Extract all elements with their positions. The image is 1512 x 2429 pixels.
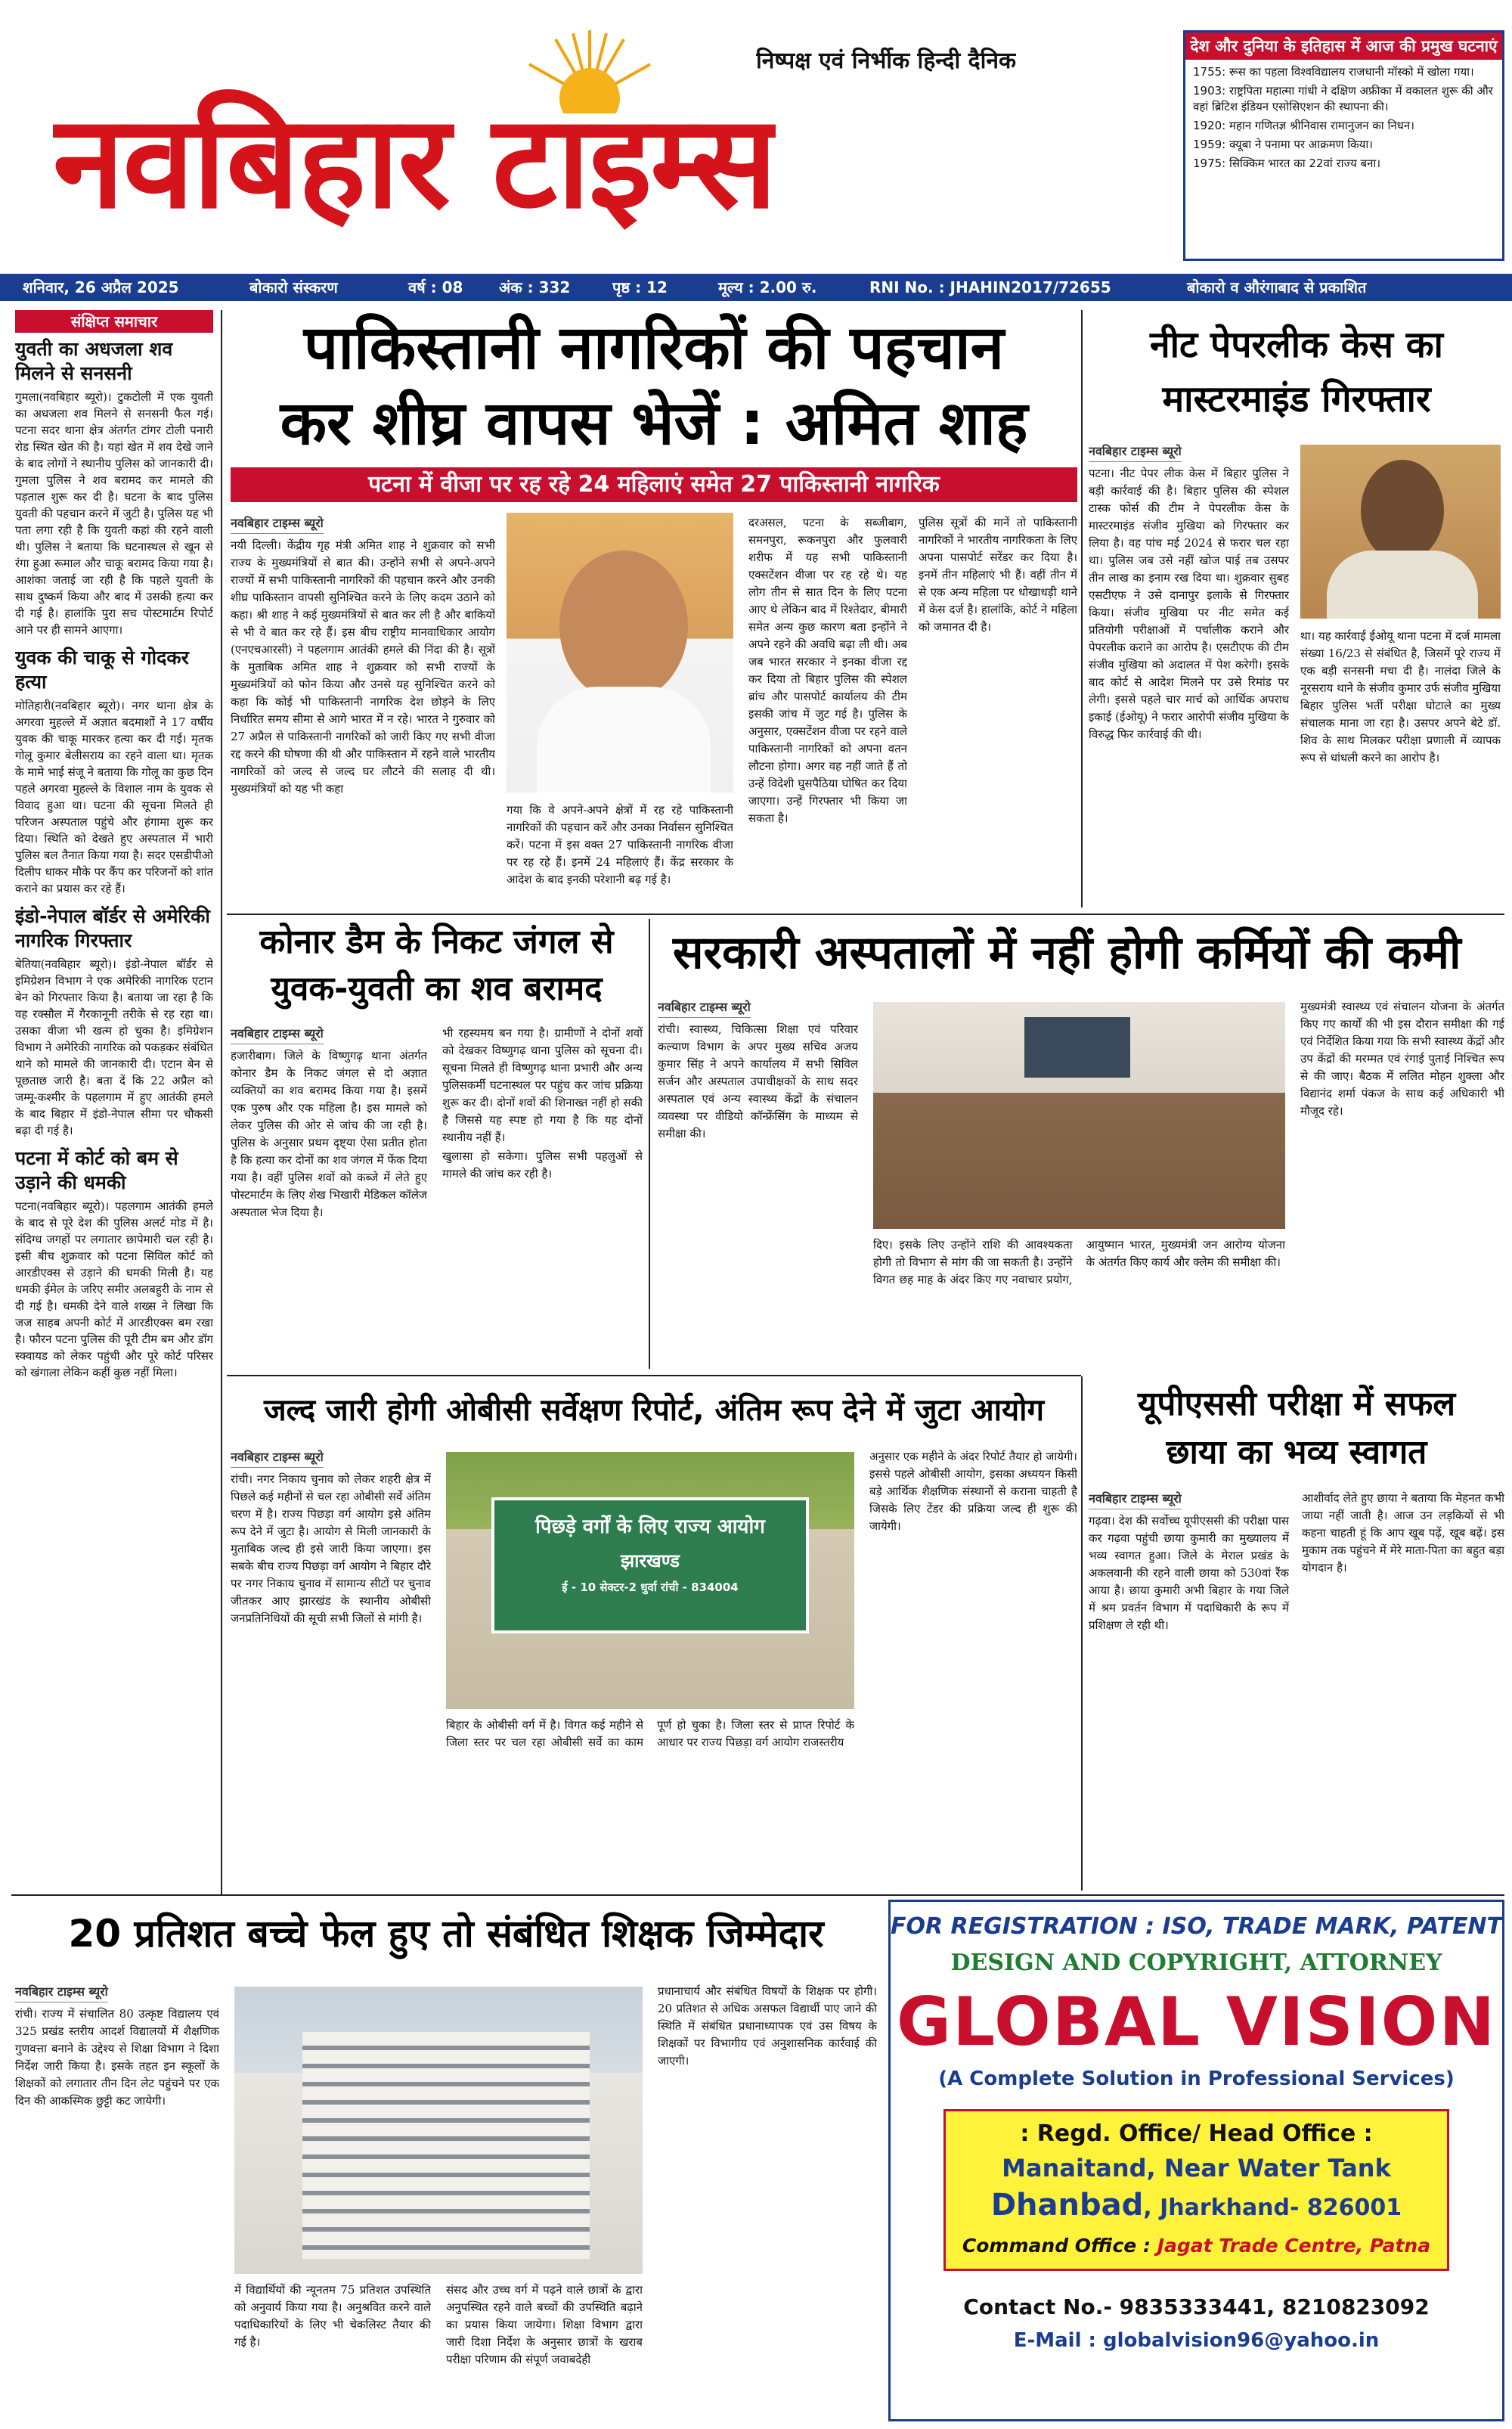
sidebar-label: संक्षिप्त समाचार <box>15 310 213 333</box>
sidebar-story-text: मोतिहारी(नवबिहार ब्यूरो)। नगर थाना क्षेत्र के अगरवा मुहल्ले में अज्ञात बदमाशों ने 17 वर्षीय युवक की चाकू मारकर हत्या कर दी गई। मृतक गोलू कुमार बेलीसराय का रहने वाला था। मृतक के मामे भाई संजू ने बताया कि गोलू का कुछ दिन पहले अगरवा मुहल्ले के विशाल नाम के युवक से विवाद हुआ था। घटना की सूचना मिलते ही परिजन अस्पताल पहुंचे और हंगामा शुरू कर दिया। स्थिति को देखते हुए अस्पताल में भारी पुलिस बल तैनात किया गया है। सदर एसडीपीओ दिलीप धाकर मौके पर कैंप कर परिजनों को शांत कराने का प्रयास कर रहे हैं। <box>15 699 213 895</box>
upsc-col-1: गढ़वा। देश की सर्वोच्च यूपीएससी की परीक्षा पास कर गढ़वा पहुंची छाया कुमारी का मुख्यालय में भव्य स्वागत हुआ। जिले के मेराल प्रखंड के अकलवानी की रहने वाली छाया को 530वां रैंक आया है। छाया कुमारी अभी बिहार के गया जिले में श्रम प्रवर्तन विभाग में पदाधिकारी के रूप में प्रशिक्षण ले रही थी। <box>1089 1514 1289 1632</box>
amit-shah-photo <box>507 513 733 793</box>
obc-col-1: रांची। नगर निकाय चुनाव को लेकर शहरी क्षेत्र में पिछले कई महीनों से चल रहा ओबीसी सर्वे अंतिम चरण में है। राज्य पिछड़ा वर्ग आयोग इसे अंतिम रूप देने में जुटा है। आयोग से मिली जानकारी के मुताबिक जल्द ही इसे जारी किया जाएगा। इस सबके बीच राज्य पिछड़ा वर्ग आयोग ने बिहार दौरे पर नगर निकाय चुनाव में सामान्य सीटों पर चुनाव जीतकर आए झारखंड के स्थानीय ओबीसी जनप्रतिनिधियों की सूची सभी जिलों से मांगी है। <box>231 1472 431 1625</box>
fail-col-4: प्रधानाचार्य और संबंधित विषयों के शिक्षक पर होगी। 20 प्रतिशत से अधिक असफल विद्यार्थी पाए जाने की स्थिति में संबंधित प्रधानाध्यापक एवं उस विषय के शिक्षकों पर विभागीय एवं अनुशासनिक कार्रवाई की जाएगी। <box>658 1984 877 2068</box>
konar-headline-2: युवक-युवती का शव बरामद <box>271 969 603 1008</box>
konar-col-2: भी रहस्यमय बन गया है। ग्रामीणों ने दोनों शवों को देखकर विष्णुगढ़ थाना पुलिस को सूचना दी। सूचना मिलते ही विष्णुगढ़ थाना प्रभारी और अन्य पुलिसकर्मी घटनास्थल पर पहुंच कर जांच प्रक्रिया शुरू कर दी। दोनों शवों की शिनाख्त नहीं हो सकी है जिससे यह स्पष्ट हो गया है कि यह दोनों स्थानीय नहीं हैं। <box>442 1026 643 1144</box>
ad-top-line: FOR REGISTRATION : ISO, TRADE MARK, PATENT <box>891 1913 1503 1940</box>
ad-city: Dhanbad <box>990 2188 1144 2223</box>
rni: RNI No. : JHAHIN2017/72655 <box>869 278 1111 296</box>
sidebar-story-text: पटना(नवबिहार ब्यूरो)। पहलगाम आतंकी हमले के बाद से पूरे देश की पुलिस अलर्ट मोड में है। संदिग्ध जगहों पर लगातार छापेमारी चल रही है। इसी बीच शुक्रवार को पटना सिविल कोर्ट को आरडीएक्स से उड़ाने की धमकी मिली है। यह धमकी ईमेल के जरिए समीर अलबहुरी के नाम से दी गई है। धमकी देने वाले शख्स ने लिखा कि जज साहब अपनी कोर्ट में आरडीएक्स बम रखा है। फौरन पटना पुलिस की पूरी टीम बम और डॉग स्क्वायड को लेकर पहुंची और पूरे कोर्ट परिसर को खंगाला लेकिन कहीं कुछ नहीं मिला। <box>15 1199 213 1379</box>
date: शनिवार, 26 अप्रैल 2025 <box>23 278 179 296</box>
obc-col-2: बिहार के ओबीसी वर्ग में है। विगत कई महीने से जिला स्तर पर चल रहा ओबीसी सर्वे का काम पूर्ण हो चुका है। जिला स्तर से प्राप्त रिपोर्ट के आधार पर राज्य पिछड़ा वर्ग आयोग राजस्तरीय <box>446 1718 854 1749</box>
ad-brand: GLOBAL VISION <box>896 1983 1497 2061</box>
fail-byline: नवबिहार टाइम्स ब्यूरो <box>15 1983 108 2002</box>
neet-col-1: पटना। नीट पेपर लीक केस में बिहार पुलिस ने बड़ी कार्रवाई की है। बिहार पुलिस की स्पेशल टास्क फोर्स की टीम ने पेपरलीक केस के मास्टरमाइंड संजीव मुखिया को गिरफ्तार कर लिया है। वह पांच मई 2024 से फरार चल रहा था। पुलिस जब उसे नहीं खोज पाई तब उसपर तीन लाख का इनाम रख दिया था। शुक्रवार सुबह एसटीएफ ने उसे दानापुर इलाके से गिरफ्तार किया। संजीव मुखिया पर नीट समेत कई प्रतियोगी परीक्षाओं में पर्चालीक कराने और पेपरलीक कराने का आरोप है। एसटीएफ की टीम संजीव मुखिया को अदालत में पेश करेगी। इसके बाद कोर्ट से आदेश मिलने पर उसे रिमांड पर लेगी। इससे पहले चार मार्च को आर्थिक अपराध इकाई (ईओयू) ने फरार आरोपी संजीव मुखिया के विरुद्ध फिर कार्रवाई की थी। <box>1089 467 1289 741</box>
masthead-title: नवबिहार टाइम्स <box>53 88 776 237</box>
konar-col-3: खुलासा हो सकेगा। पुलिस सभी पहलुओं से मामले की जांच कर रही है। <box>442 1149 643 1180</box>
konar-byline: नवबिहार टाइम्स ब्यूरो <box>231 1025 324 1044</box>
lead-strap: पटना में वीजा पर रह रहे 24 महिलाएं समेत 27 पाकिस्तानी नागरिक <box>231 467 1077 502</box>
published: बोकारो व औरंगाबाद से प्रकाशित <box>1187 278 1367 296</box>
ad-command: Jagat Trade Centre, Patna <box>1157 2235 1431 2257</box>
hospital-col-1: रांची। स्वास्थ्य, चिकित्सा शिक्षा एवं परिवार कल्याण विभाग के अपर मुख्य सचिव अजय कुमार सिंह ने अपने कार्यालय में सभी सिविल सर्जन और अस्पताल उपाधीक्षकों के साथ सदर अस्पताल एवं अन्य स्वास्थ्य केंद्रों के संचालन व्यवस्था पर वीडियो कॉन्फ्रेंसिंग के माध्यम से समीक्षा की। <box>658 1022 858 1140</box>
lead-col-1: नयी दिल्ली। केंद्रीय गृह मंत्री अमित शाह ने शुक्रवार को सभी राज्य के मुख्यमंत्रियों से बात की। उन्होंने सभी से अपने-अपने राज्यों में सभी पाकिस्तानी नागरिकों की पहचान करने और उनकी शीघ्र पाकिस्तान वापसी सुनिश्चित करने के लिए कदम उठाने को कहा। श्री शाह ने कई मुख्यमंत्रियों से बात कर ली है और बाकियों से भी वे बात कर रहे हैं। इस बीच राष्ट्रीय मानवाधिकार आयोग (एनएचआरसी) ने पहलगाम आतंकी हमले की निंदा की है। सूत्रों के मुताबिक अमित शाह ने शुक्रवार को सभी राज्यों के मुख्यमंत्रियों को फोन किया और उनसे यह सुनिश्चित करने को कहा कि कोई भी पाकिस्तानी नागरिक देश छोड़ने के लिए निर्धारित समय सीमा से आगे भारत में न रहे। भारत ने गुरुवार को 27 अप्रैल से पाकिस्तानी नागरिकों को जारी किए गए सभी वीजा रद्द करने की घोषणा की थी और पाकिस्तान में रहने वाले भारतीय नागरिकों को जल्द से जल्द घर लौटने की सलाह दी थी। मुख्यमंत्रियों को यह भी कहा <box>231 538 495 796</box>
tagline: निष्पक्ष एवं निर्भीक हिन्दी दैनिक <box>756 48 1017 74</box>
neet-byline: नवबिहार टाइम्स ब्यूरो <box>1089 442 1182 462</box>
hospital-story <box>658 919 1504 1373</box>
history-item: 1903: राष्ट्रपिता महात्मा गांधी ने दक्षिण अफ्रीका में वकालत शुरू की और वहां ब्रिटिश इंडियन एसोसिएशन की स्थापना की। <box>1193 84 1493 113</box>
hospital-byline: नवबिहार टाइम्स ब्यूरो <box>658 998 751 1018</box>
upsc-byline: नवबिहार टाइम्स ब्यूरो <box>1089 1490 1182 1509</box>
ad-line-2: DESIGN AND COPYRIGHT, ATTORNEY <box>950 1950 1442 1976</box>
neet-accused-photo <box>1300 445 1501 619</box>
lead-headline-2: कर शीघ्र वापस भेजें : अमित शाह <box>280 388 1028 458</box>
konar-col-1: हजारीबाग। जिले के विष्णुगढ़ थाना अंतर्गत कोनार डैम के निकट जंगल से दो अज्ञात व्यक्तियों का शव बरामद किया गया है। इसमें एक पुरुष और एक महिला है। इस मामले को लेकर पुलिस की ओर से जांच की जा रही है। पुलिस के अनुसार प्रथम दृष्ट्या ऐसा प्रतीत होता है कि हत्या कर दोनों का शव जंगल में फेंक दिया गया है। वहीं पुलिस शवों को कब्जे में लेते हुए पोस्टमार्टम के लिए शेख भिखारी मेडिकल कॉलेज अस्पताल भेज दिया है। <box>231 1049 427 1219</box>
obc-commission-photo <box>446 1452 854 1709</box>
konar-story <box>231 919 643 1373</box>
history-box <box>1183 30 1504 261</box>
fail-col-2: में विद्यार्थियों की न्यूनतम 75 प्रतिशत उपस्थिति को अनुवार्य किया गया है। अनुश्रवित करने वाले पदाधिकारियों के लिए भी चेकलिस्ट तैयार की गई है। <box>234 2283 431 2349</box>
ad-contact: Contact No.- 9835333441, 8210823092 <box>963 2294 1430 2319</box>
hospital-col-2: दिए। इसके लिए उन्होंने राशि की आवश्यकता होगी तो विभाग से मांग की जा सकती है। उन्होंने विगत छह माह के अंदर किए गए नवाचार प्रयोग, आयुष्मान भारत, मुख्यमंत्री जन आरोग्य योजना के अंतर्गत किए कार्य और क्लेम की समीक्षा की। <box>873 1238 1285 1286</box>
obc-byline: नवबिहार टाइम्स ब्यूरो <box>231 1448 324 1468</box>
sidebar-story-text: बेतिया(नवबिहार ब्यूरो)। इंडो-नेपाल बॉर्डर से इमिग्रेशन विभाग ने एक अमेरिकी नागरिक एटान बेन को गिरफ्तार किया है। बताया जा रहा है कि वह रक्सौल में गैरकानूनी तरीके से रह रहा था। उसका वीजा भी खत्म हो चुका है। इमिग्रेशन विभाग ने अमेरिकी नागरिक को पकड़कर संबंधित थाने को मामले की जानकारी दी। एटान बेन से पूछताछ जारी है। बता दें कि 22 अप्रैल को जम्मू-कश्मीर के पहलगाम में हुए आतंकी हमले के बाद बिहार में इंडो-नेपाल सीमा पर चौकसी बढ़ा दी गई है। <box>15 957 213 1137</box>
obc-sign-line-2: झारखण्ड <box>620 1550 680 1571</box>
issue: अंक : 332 <box>499 278 571 296</box>
sidebar-story-title: पटना में कोर्ट को बम से उड़ाने की धमकी <box>15 1147 178 1193</box>
ad-state: , Jharkhand- 826001 <box>1143 2195 1402 2221</box>
sidebar-stories <box>15 337 213 1381</box>
fail-story <box>15 1900 877 2421</box>
price: मूल्य : 2.00 रु. <box>718 278 817 296</box>
konar-headline-1: कोनार डैम के निकट जंगल से <box>259 923 614 961</box>
lead-story <box>231 310 1077 915</box>
history-item: 1755: रूस का पहला विश्वविद्यालय राजधानी मॉस्को में खोला गया। <box>1193 65 1474 79</box>
upsc-col-2: आशीर्वाद लेते हुए छाया ने बताया कि मेहनत कभी जाया नहीं जाती है। आज उन लड़कियों से भी कहना चाहती हूं कि आप खूब पढ़ें, खूब बढ़ें। इस मुकाम तक पहुंचने में मेरे माता-पिता का बहुत बड़ा योगदान है। <box>1302 1491 1504 1574</box>
year: वर्ष : 08 <box>408 278 463 296</box>
upsc-headline-2: छाया का भव्य स्वागत <box>1166 1433 1427 1472</box>
lead-byline: नवबिहार टाइम्स ब्यूरो <box>231 514 324 534</box>
fail-headline: 20 प्रतिशत बच्चे फेल हुए तो संबंधित शिक्षक जिम्मेदार <box>68 1912 824 1956</box>
info-bar <box>0 274 1512 301</box>
lead-col-4: पुलिस सूत्रों की मानें तो पाकिस्तानी नागरिकों ने भारतीय नागरिकता के लिए अपना पासपोर्ट सरेंडर कर दिया है। इनमें तीन महिलाएं भी हैं। वहीं तीन में से एक अन्य महिला पर धोखाधड़ी थाने में केस दर्ज है। हालांकि, कोर्ट ने महिला को जमानत दी है। <box>919 516 1077 634</box>
ad-subtitle: (A Complete Solution in Professional Services) <box>938 2068 1455 2090</box>
lead-col-2: गया कि वे अपने-अपने क्षेत्रों में रह रहे पाकिस्तानी नागरिकों की पहचान करें और उनका निर्वासन सुनिश्चित करें। पटना में इस वक्त 27 पाकिस्तानी नागरिक वीजा पर रह रहे हैं। इनमें 24 महिलाएं हैं। केंद्र सरकार के आदेश के बाद इनकी परेशानी बढ़ गई है। <box>507 803 733 886</box>
upsc-headline-1: यूपीएससी परीक्षा में सफल <box>1137 1385 1456 1423</box>
neet-headline: नीट पेपरलीक केस का मास्टरमाइंड गिरफ्तार <box>1149 324 1443 420</box>
sidebar-story-text: गुमला(नवबिहार ब्यूरो)। टुकटोली में एक युवती का अधजला शव मिलने से सनसनी फैल गई। पटना सदर थाना क्षेत्र अंतर्गत टांगर टोली पनारी रोड स्थित खेत की है। यहां खेत में शव देखे जाने के बाद लोगों ने स्थानीय पुलिस को जानकारी दी। गुमला पुलिस ने शव बरामद कर मामले की पड़ताल शुरू कर दी है। घटना के बाद पुलिस युवती की पहचान करने में जुटी है। पुलिस यह भी पता लगा रही है कि युवती कहां की रहने वाली थी। पुलिस ने बताया कि घटनास्थल से खून से रंगा हुआ रूमाल और चाकू बरामद किया गया है। आशंका जताई जा रही है कि पहले युवती के साथ दुष्कर्म किया और बाद में उसकी हत्या कर दी गई है। हालांकि पुरा सच पोस्टमार्टम रिपोर्ट आने पर ही सामने आएगा। <box>15 390 213 637</box>
obc-sign-line-1: पिछड़े वर्गों के लिए राज्य आयोग <box>535 1515 765 1538</box>
sidebar-story-title: युवक की चाकू से गोदकर हत्या <box>15 647 189 693</box>
hospital-meeting-photo <box>873 1002 1285 1229</box>
ad-office-label: : Regd. Office/ Head Office : <box>1020 2120 1373 2147</box>
global-vision-ad <box>888 1900 1504 2421</box>
sidebar-story-title: इंडो-नेपाल बॉर्डर से अमेरिकी नागरिक गिरफ्तार <box>15 905 210 951</box>
ad-email[interactable]: globalvision96@yahoo.in <box>1103 2329 1380 2352</box>
history-item: 1920: महान गणितज्ञ श्रीनिवास रामानुजन का निधन। <box>1193 119 1414 132</box>
history-item: 1959: क्यूबा ने पनामा पर आक्रमण किया। <box>1193 138 1373 151</box>
masthead <box>0 0 1179 265</box>
hospital-headline: सरकारी अस्पतालों में नहीं होगी कर्मियों की कमी <box>673 926 1461 979</box>
obc-col-3: अनुसार एक महीने के अंदर रिपोर्ट तैयार हो जायेगी। इससे पहले ओबीसी आयोग, इसका अध्ययन किसी बड़े आर्थिक शैक्षणिक संस्थानों से कराना चाहती है जिसके लिए टेंडर की प्रक्रिया जल्द ही शुरू की जायेगी। <box>869 1450 1077 1533</box>
obc-story <box>231 1380 1077 1887</box>
history-heading: देश और दुनिया के इतिहास में आज की प्रमुख घटनाएं <box>1185 33 1502 60</box>
history-item: 1975: सिक्किम भारत का 22वां राज्य बना। <box>1193 157 1381 170</box>
history-list <box>1185 60 1502 179</box>
neet-story <box>1089 310 1504 907</box>
sidebar <box>15 310 213 1891</box>
sidebar-story-title: युवती का अधजला शव मिलने से सनसनी <box>15 338 173 384</box>
edition: बोकारो संस्करण <box>249 278 338 296</box>
lead-col-3: दरअसल, पटना के सब्जीबाग, समनपुरा, रूकनपुरा और फुलवारी शरीफ में यह सभी पाकिस्तानी एक्सटेंशन वीजा पर रह रहे थे। यह लोग तीन से सात दिन के लिए पटना आए थे लेकिन बाद में रिश्तेदार, बीमारी समेत अन्य कुछ कारण बता इन्होंने ने अपने रहने की अवधि बढ़ा ली थी। अब जब भारत सरकार ने इनका वीजा रद्द कर दिया तो बिहार पुलिस की स्पेशल ब्रांच और पासपोर्ट कार्यालय की टीम इसकी जांच में जुट गई है। पुलिस के अनुसार, एक्सटेंशन वीजा पर रहने वाले पाकिस्तानी नागरिकों को अपना वतन लौटना होगा। अगर वह नहीं जाते हैं तो उन्हें विदेशी घुसपैठिया घोषित कर दिया जाएगा। उन्हें गिरफ्तार भी किया जा सकता है। <box>748 516 907 825</box>
ad-address-box <box>943 2109 1449 2271</box>
building-photo <box>234 1987 643 2274</box>
obc-headline: जल्द जारी होगी ओबीसी सर्वेक्षण रिपोर्ट, अंतिम रूप देने में जुटा आयोग <box>263 1393 1045 1428</box>
upsc-story <box>1089 1380 1504 1887</box>
ad-email-label: E-Mail : <box>1013 2329 1096 2352</box>
lead-headline-1: पाकिस्तानी नागरिकों की पहचान <box>303 312 1005 383</box>
neet-col-2: था। यह कार्रवाई ईओयू थाना पटना में दर्ज मामला संख्या 16/23 से संबंधित है, जिसमें पूरे राज्य में एक बड़ी सनसनी मचा दी है। नालंदा जिले के नूरसराय थाने के संजीव कुमार उर्फ संजीव मुखिया बिहार पुलिस भर्ती परीक्षा घोटाले का मुख्य संचालक माना जा रहा है। उसपर अपने बेटे डॉ. शिव के साथ मिलकर परीक्षा प्रणाली में व्यापक रूप से धांधली करने का आरोप है। <box>1300 629 1501 765</box>
obc-sign-line-3: ई - 10 सेक्टर-2 धुर्वा रांची - 834004 <box>562 1581 739 1594</box>
fail-col-1: रांची। राज्य में संचालित 80 उत्कृष्ट विद्यालय एवं 325 प्रखंड स्तरीय आदर्श विद्यालयों में शैक्षणिक गुणवत्ता बनाने के उद्देश्य से शिक्षा विभाग ने दिशा निर्देश जारी किया है। इसके तहत इन स्कूलों के शिक्षकों को लगातार तीन दिन लेट पहुंचने पर एक दिन की आकस्मिक छुट्टी कट जायेगी। <box>15 2007 219 2108</box>
pages: पृष्ठ : 12 <box>612 278 668 296</box>
ad-command-label: Command Office : <box>962 2235 1151 2257</box>
hospital-col-3: मुख्यमंत्री स्वास्थ्य एवं संचालन योजना के अंतर्गत किए गए कार्यों की भी इस दौरान समीक्षा की गई एवं निर्देशित किया गया कि सभी स्वास्थ्य केंद्रों और उप केंद्रों की मरम्मत एवं रंगाई पुताई निश्चित रूप से की जाए। बैठक में ललित मोहन शुक्ला और विद्यानंद शर्मा पंकज के साथ कई अधिकारी भी मौजूद रहे। <box>1300 1000 1504 1118</box>
fail-col-3: संसद और उच्च वर्ग में पढ़ने वाले छात्रों के द्वारा अनुपस्थित रहने वाले बच्चों की उपस्थिति बढ़ाने का प्रयास किया जायेगा। शिक्षा विभाग द्वारा जारी दिशा निर्देश के अनुसार छात्रों के खराब परीक्षा परिणाम की संपूर्ण जवाबदेही <box>446 2283 643 2366</box>
ad-address-1: Manaitand, Near Water Tank <box>1002 2154 1391 2182</box>
